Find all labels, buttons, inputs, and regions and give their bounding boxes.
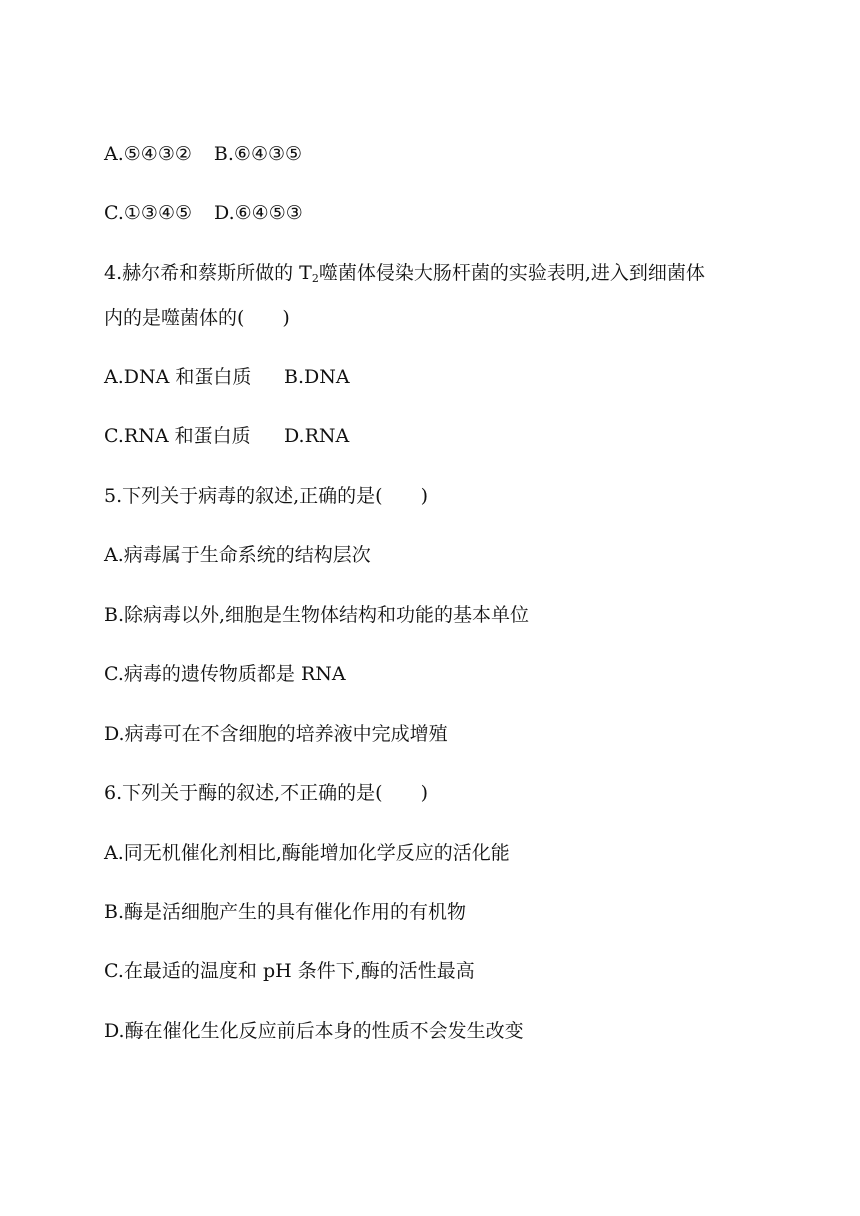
q5-option-c: C.病毒的遗传物质都是 RNA	[104, 663, 346, 685]
q4-stem-part1: 4.赫尔希和蔡斯所做的 T	[104, 262, 312, 284]
q3-options-row-2	[104, 201, 303, 225]
q3-option-b: B.⑥④③⑤	[213, 143, 303, 165]
q3-option-c: C.①③④⑤	[104, 202, 193, 224]
q6-option-d: D.酶在催化生化反应前后本身的性质不会发生改变	[104, 1020, 524, 1042]
q5-stem: 5.下列关于病毒的叙述,正确的是( )	[104, 485, 428, 507]
q4-stem-line-1	[104, 261, 705, 285]
q4-stem-part2: 噬菌体侵染大肠杆菌的实验表明,进入到细菌体	[318, 262, 705, 284]
q6-option-a: A.同无机催化剂相比,酶能增加化学反应的活化能	[104, 842, 510, 864]
q5-option-a: A.病毒属于生命系统的结构层次	[104, 544, 371, 566]
q4-option-a: A.DNA 和蛋白质	[104, 366, 252, 388]
q4-options-row-2	[104, 424, 349, 448]
q5-option-d: D.病毒可在不含细胞的培养液中完成增殖	[104, 723, 448, 745]
q4-option-b: B.DNA	[284, 366, 350, 388]
q6-option-b: B.酶是活细胞产生的具有催化作用的有机物	[104, 901, 467, 923]
q3-options-row-1	[104, 142, 302, 166]
q5-option-b: B.除病毒以外,细胞是生物体结构和功能的基本单位	[104, 604, 530, 626]
q4-options-row-1	[104, 365, 350, 389]
q4-stem-line-2: 内的是噬菌体的( )	[104, 307, 290, 329]
q4-stem-subscript: 2	[311, 272, 319, 285]
q3-option-a: A.⑤④③②	[104, 143, 192, 165]
q4-option-d: D.RNA	[284, 425, 350, 447]
q3-option-d: D.⑥④⑤③	[214, 202, 303, 224]
q6-option-c: C.在最适的温度和 pH 条件下,酶的活性最高	[104, 960, 475, 982]
q4-option-c: C.RNA 和蛋白质	[104, 425, 251, 447]
q6-stem: 6.下列关于酶的叙述,不正确的是( )	[104, 782, 428, 804]
